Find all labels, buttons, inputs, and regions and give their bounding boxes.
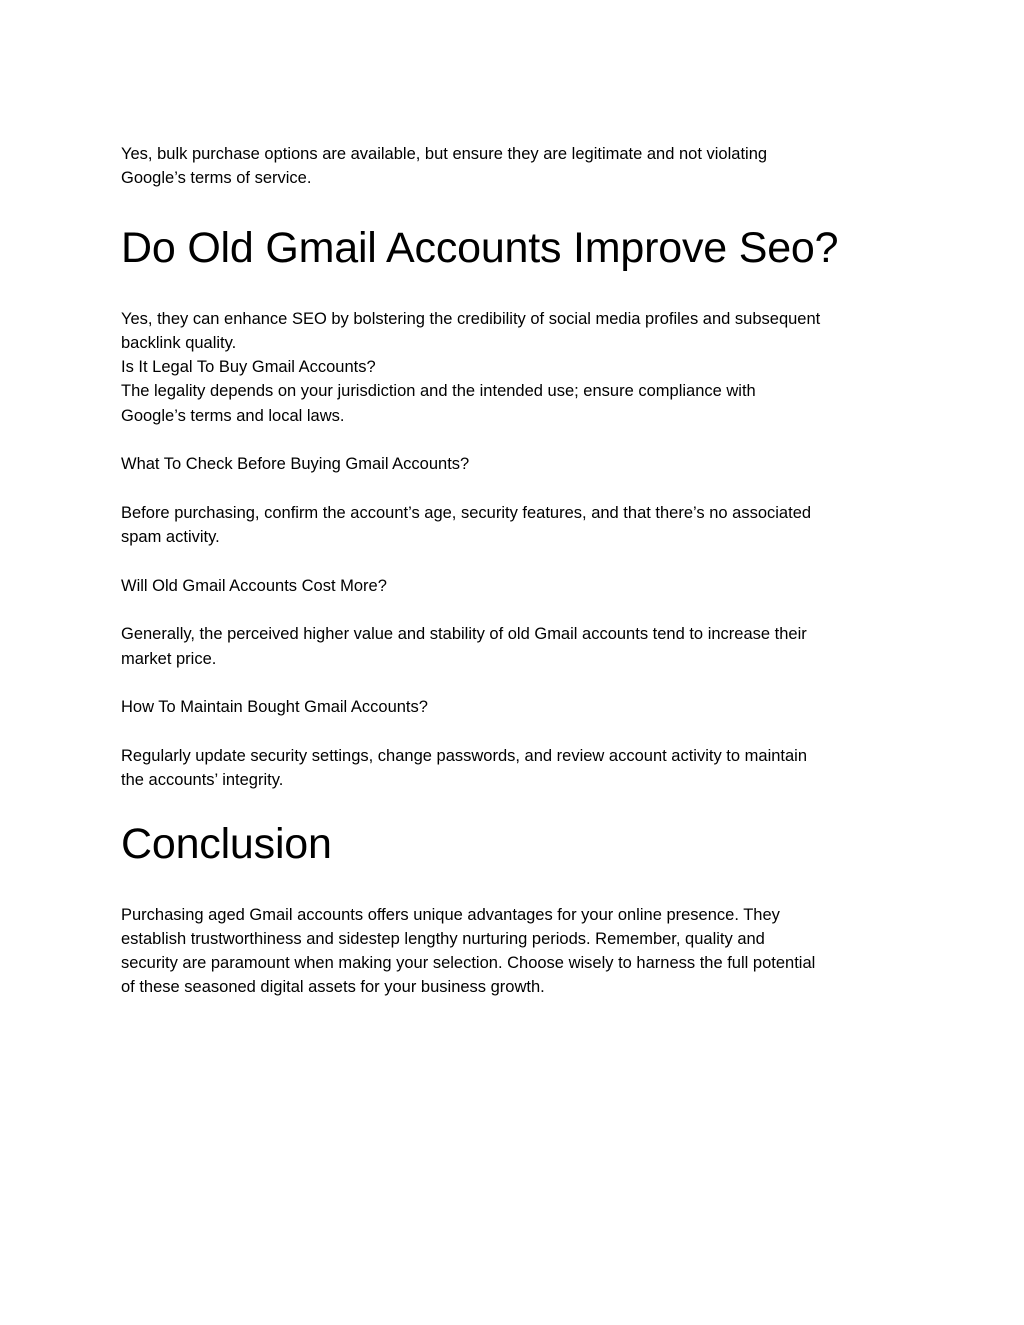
text-line: Purchasing aged Gmail accounts offers unique advantages for your online presence. They [121, 905, 780, 924]
text-line: Generally, the perceived higher value and stability of old Gmail accounts tend to increase their [121, 625, 807, 644]
text-line: of these seasoned digital assets for your business growth. [121, 978, 545, 997]
text-line: The legality depends on your jurisdiction and the intended use; ensure compliance with [121, 382, 756, 401]
text-line: the accounts’ integrity. [121, 771, 284, 790]
maintain-question [121, 695, 911, 719]
cost-question [121, 574, 911, 598]
text-line: Regularly update security settings, change passwords, and review account activity to maintain [121, 746, 808, 765]
text-line: Yes, bulk purchase options are available, but ensure they are legitimate and not violating [121, 145, 768, 163]
document-page [121, 142, 911, 1000]
text-line: Before purchasing, confirm the account’s age, security features, and that there’s no associated [121, 503, 812, 522]
legal-question: Is It Legal To Buy Gmail Accounts? [121, 358, 376, 377]
text-line: Yes, they can enhance SEO by bolstering the credibility of social media profiles and subsequent [121, 309, 821, 328]
text-line: spam activity. [121, 528, 220, 547]
text-line: Will Old Gmail Accounts Cost More? [121, 576, 387, 595]
text-line: establish trustworthiness and sidestep lengthy nurturing periods. Remember, quality and [121, 929, 765, 948]
text-line: market price. [121, 649, 217, 668]
text-line: backlink quality. [121, 333, 237, 352]
text-line: Google’s terms of service. [121, 169, 312, 188]
intro-answer-paragraph [121, 142, 911, 191]
maintain-answer-paragraph [121, 744, 911, 793]
heading-conclusion: Conclusion [121, 819, 332, 868]
text-line: security are paramount when making your selection. Choose wisely to harness the full potential [121, 954, 816, 973]
check-question [121, 452, 911, 476]
check-answer-paragraph [121, 501, 911, 550]
heading-seo: Do Old Gmail Accounts Improve Seo? [121, 223, 839, 272]
text-line: Google’s terms and local laws. [121, 406, 345, 425]
seo-answer-paragraph [121, 307, 911, 428]
cost-answer-paragraph [121, 622, 911, 671]
text-line: How To Maintain Bought Gmail Accounts? [121, 698, 428, 717]
text-line: What To Check Before Buying Gmail Accounts? [121, 455, 470, 474]
conclusion-paragraph [121, 903, 911, 1000]
